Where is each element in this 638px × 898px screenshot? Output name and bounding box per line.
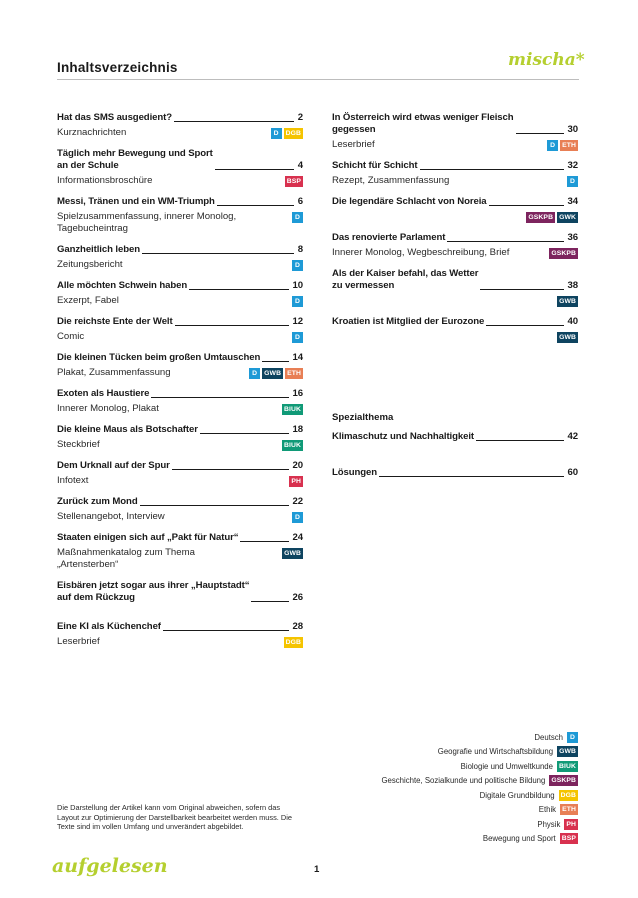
- subject-tags: [282, 547, 303, 559]
- entry-title-line: Lösungen: [332, 467, 378, 478]
- entry-title: [332, 232, 445, 244]
- entry-title-line: auf dem Rückzug: [57, 592, 135, 603]
- leader-line: [516, 133, 564, 134]
- entry-text-type-line: Plakat, Zusammenfassung: [57, 367, 171, 378]
- entry-page-number: 42: [567, 431, 578, 442]
- toc-entry[interactable]: [332, 431, 578, 443]
- entry-title-line: Schicht für Schicht: [332, 160, 418, 171]
- entry-title: [57, 388, 149, 400]
- subject-tag-d: D: [567, 732, 578, 743]
- entry-text-types: [57, 367, 171, 379]
- legend-label: Geschichte, Sozialkunde und politische Bildung: [381, 776, 546, 786]
- entry-title: [57, 316, 173, 328]
- toc-right-column: [332, 112, 578, 503]
- entry-text-type-line: Comic: [57, 331, 85, 342]
- leader-line: [251, 601, 288, 602]
- subject-tags: [292, 331, 303, 343]
- entry-title-line: Täglich mehr Bewegung und Sport: [57, 148, 213, 159]
- entry-page-number: 32: [567, 160, 578, 171]
- entry-page-number: 16: [292, 388, 303, 399]
- entry-title: [332, 467, 377, 479]
- toc-entry[interactable]: [57, 496, 303, 523]
- legend-item: [330, 803, 578, 818]
- leader-line: [142, 253, 294, 254]
- entry-text-types: [57, 439, 100, 451]
- leader-line: [163, 630, 289, 631]
- subject-tags: [549, 247, 578, 259]
- leader-line: [215, 169, 294, 170]
- leader-line: [200, 433, 289, 434]
- subject-tags: [567, 175, 578, 187]
- subject-tag-gwk: GWK: [559, 214, 576, 221]
- entry-title-line: Messi, Tränen und ein WM-Triumph: [57, 196, 215, 207]
- page-title: Inhaltsverzeichnis: [57, 60, 178, 75]
- subject-tags: [271, 127, 303, 139]
- entry-title: [57, 424, 198, 436]
- subject-tag-d: D: [249, 368, 260, 379]
- leader-line: [217, 205, 294, 206]
- entry-text-type-line: Infotext: [57, 475, 89, 486]
- leader-line: [240, 541, 288, 542]
- entry-text-types: [332, 175, 449, 187]
- subject-tag-gskpb: GSKPB: [551, 777, 576, 785]
- entry-text-type-line: Informationsbroschüre: [57, 175, 153, 186]
- leader-line: [420, 169, 564, 170]
- entry-title: [57, 112, 172, 124]
- entry-title: [332, 316, 484, 328]
- entry-text-types: [332, 139, 375, 151]
- subject-tag-gskpb: GSKPB: [551, 250, 576, 257]
- entry-page-number: 30: [567, 124, 578, 135]
- entry-spacer: [57, 613, 303, 621]
- toc-entry[interactable]: [57, 112, 303, 139]
- entry-title-line: gegessen: [332, 124, 376, 135]
- entry-text-types: [57, 127, 126, 139]
- subject-tags: [557, 295, 578, 307]
- subject-tags: [284, 636, 303, 648]
- entry-page-number: 2: [297, 112, 303, 123]
- entry-title: [57, 244, 140, 256]
- entry-title-line: Das renovierte Parlament: [332, 232, 446, 243]
- entry-text-type-line: Leserbrief: [57, 636, 100, 647]
- toc-entry[interactable]: [57, 280, 303, 307]
- toc-entry[interactable]: [332, 268, 578, 307]
- toc-entry[interactable]: [57, 388, 303, 415]
- subject-tag-ph: PH: [566, 820, 576, 828]
- entry-text-types: [57, 331, 84, 343]
- entry-page-number: 8: [297, 244, 303, 255]
- leader-line: [174, 121, 294, 122]
- entry-text-type-line: „Artensterben“: [57, 559, 119, 570]
- entry-text-types: [57, 547, 195, 571]
- subject-tags: [282, 403, 303, 415]
- subject-tag-eth: ETH: [562, 142, 576, 149]
- toc-entry[interactable]: [57, 244, 303, 271]
- entry-page-number: 22: [292, 496, 303, 507]
- legend-item: [330, 832, 578, 847]
- entry-title-line: Ganzheitlich leben: [57, 244, 140, 255]
- entry-text-types: [57, 636, 100, 648]
- subject-tag-gwb: GWB: [559, 298, 576, 305]
- leader-line: [486, 325, 563, 326]
- footer-disclaimer: Die Darstellung der Artikel kann vom Original abweichen, sofern das Layout zur Optimierung der Darstellbarkeit bearbeitet werden muss. Die Texte sind im vollen Umfang und unverändert abgebildet.: [57, 803, 292, 832]
- leader-line: [447, 241, 563, 242]
- leader-line: [140, 505, 289, 506]
- subject-tag-bsp: BSP: [561, 835, 576, 843]
- entry-title: [57, 532, 238, 544]
- entry-page-number: 34: [567, 196, 578, 207]
- legend-label: Geografie und Wirtschaftsbildung: [437, 747, 554, 757]
- entry-title-line: an der Schule: [57, 160, 119, 171]
- entry-text-type-line: Tagebucheintrag: [57, 223, 128, 234]
- entry-title-line: Die reichste Ente der Welt: [57, 316, 173, 327]
- toc-entry[interactable]: [332, 316, 578, 343]
- toc-entry[interactable]: [57, 621, 303, 648]
- entry-title: [57, 460, 170, 472]
- legend-item: [330, 730, 578, 745]
- entry-title: [332, 268, 478, 292]
- entry-title: [332, 431, 474, 443]
- page-number: 1: [314, 864, 320, 875]
- toc-entry[interactable]: [57, 196, 303, 235]
- entry-page-number: 14: [292, 352, 303, 363]
- leader-line: [175, 325, 289, 326]
- subject-tag-eth: ETH: [287, 370, 301, 377]
- subject-tag-gwb: GWB: [559, 748, 576, 756]
- subject-tags: [292, 259, 303, 271]
- subject-tag-d: D: [547, 140, 558, 151]
- entry-text-type-line: Exzerpt, Fabel: [57, 295, 119, 306]
- subject-tag-gwb: GWB: [284, 550, 301, 557]
- entry-page-number: 40: [567, 316, 578, 327]
- column-spacer: [332, 352, 578, 412]
- entry-title-line: Eisbären jetzt sogar aus ihrer „Hauptstadt“: [57, 580, 250, 591]
- subject-tags: [289, 475, 303, 487]
- special-topic-heading: Spezialthema: [332, 412, 394, 423]
- toc-entry[interactable]: [332, 160, 578, 187]
- entry-title-line: Dem Urknall auf der Spur: [57, 460, 170, 471]
- subject-tag-ph: PH: [291, 478, 301, 485]
- entry-text-type-line: Innerer Monolog, Wegbeschreibung, Brief: [332, 247, 510, 258]
- toc-entry[interactable]: [332, 196, 578, 223]
- entry-title-line: Eine KI als Küchenchef: [57, 621, 161, 632]
- subject-tag-biuk: BIUK: [283, 442, 301, 449]
- entry-page-number: 12: [292, 316, 303, 327]
- entry-page-number: 24: [292, 532, 303, 543]
- entry-page-number: 38: [567, 280, 578, 291]
- entry-title: [57, 148, 213, 172]
- legend-label: Biologie und Umweltkunde: [460, 761, 553, 771]
- leader-line: [489, 205, 564, 206]
- subject-tag-dgb: DGB: [285, 130, 301, 137]
- subject-tag-biuk: BIUK: [558, 762, 576, 770]
- entry-title-line: Die kleine Maus als Botschafter: [57, 424, 198, 435]
- legend-item: [330, 817, 578, 832]
- legend-label: Bewegung und Sport: [482, 834, 556, 844]
- subject-tag-d: D: [292, 332, 303, 343]
- subject-tags: [285, 175, 303, 187]
- entry-text-type-line: Maßnahmenkatalog zum Thema: [57, 547, 195, 558]
- toc-entry[interactable]: [57, 532, 303, 571]
- entry-text-types: [57, 475, 88, 487]
- subject-tags: [526, 211, 578, 223]
- entry-text-type-line: Steckbrief: [57, 439, 100, 450]
- legend-item: [330, 788, 578, 803]
- entry-title: [57, 196, 215, 208]
- entry-text-types: [57, 211, 236, 235]
- legend-item: [330, 759, 578, 774]
- toc-entry[interactable]: [332, 467, 578, 479]
- entry-title: [332, 112, 514, 136]
- leader-line: [262, 361, 288, 362]
- entry-page-number: 20: [292, 460, 303, 471]
- legend-label: Ethik: [538, 805, 557, 815]
- toc-right-entries: [332, 112, 578, 343]
- legend-label: Deutsch: [534, 732, 563, 742]
- entry-page-number: 28: [292, 621, 303, 632]
- subject-tag-dgb: DGB: [285, 639, 301, 646]
- entry-page-number: 6: [297, 196, 303, 207]
- subject-tag-d: D: [292, 512, 303, 523]
- toc-entry[interactable]: [332, 112, 578, 151]
- subject-tag-d: D: [292, 260, 303, 271]
- subject-tag-gwb: GWB: [559, 334, 576, 341]
- subject-tag-d: D: [271, 128, 282, 139]
- leader-line: [172, 469, 289, 470]
- subject-tag-bsp: BSP: [286, 178, 301, 185]
- subject-tags: [249, 367, 303, 379]
- subject-tags: [547, 139, 578, 151]
- subject-tag-gskpb: GSKPB: [528, 214, 554, 221]
- special-topic-entries: [332, 431, 578, 479]
- entry-title-line: Die kleinen Tücken beim großen Umtauschen: [57, 352, 261, 363]
- leader-line: [476, 440, 564, 441]
- legend-item: [330, 774, 578, 789]
- entry-text-type-line: Innerer Monolog, Plakat: [57, 403, 159, 414]
- legend-label: Digitale Grundbildung: [479, 790, 555, 800]
- entry-text-types: [332, 247, 509, 259]
- entry-title-line: Hat das SMS ausgedient?: [57, 112, 172, 123]
- entry-title-line: zu vermessen: [332, 280, 395, 291]
- subject-tags: [292, 511, 303, 523]
- header-divider: [57, 79, 579, 80]
- toc-left-column: [57, 112, 303, 657]
- entry-title: [57, 280, 187, 292]
- subject-tag-dgb: DGB: [560, 791, 576, 799]
- mischa-logo: mischa*: [508, 50, 585, 70]
- toc-entry[interactable]: [57, 460, 303, 487]
- aufgelesen-logo: aufgelesen: [52, 855, 168, 877]
- entry-page-number: 26: [292, 592, 303, 603]
- subject-tag-eth: ETH: [562, 806, 576, 814]
- subject-legend: [330, 730, 578, 846]
- entry-text-type-line: Rezept, Zusammenfassung: [332, 175, 450, 186]
- toc-entry[interactable]: [57, 352, 303, 379]
- entry-title-line: Staaten einigen sich auf „Pakt für Natur“: [57, 532, 239, 543]
- entry-text-types: [57, 175, 152, 187]
- entry-page-number: 18: [292, 424, 303, 435]
- entry-title-line: Die legendäre Schlacht von Noreia: [332, 196, 487, 207]
- entry-page-number: 4: [297, 160, 303, 171]
- leader-line: [480, 289, 563, 290]
- entry-text-type-line: Spielzusammenfassung, innerer Monolog,: [57, 211, 237, 222]
- legend-label: Physik: [537, 819, 561, 829]
- subject-tags: [292, 295, 303, 307]
- subject-tag-gwb: GWB: [264, 370, 282, 377]
- entry-title-line: Exoten als Haustiere: [57, 388, 150, 399]
- subject-tag-d: D: [292, 296, 303, 307]
- entry-page-number: 60: [567, 467, 578, 478]
- entry-title: [57, 496, 138, 508]
- leader-line: [379, 476, 563, 477]
- leader-line: [189, 289, 288, 290]
- entry-title: [332, 196, 487, 208]
- entry-title: [57, 352, 260, 364]
- subject-tag-biuk: BIUK: [283, 406, 301, 413]
- entry-title-line: Zurück zum Mond: [57, 496, 138, 507]
- entry-text-type-line: Stellenangebot, Interview: [57, 511, 165, 522]
- subject-tags: [292, 211, 303, 223]
- entry-title-line: Als der Kaiser befahl, das Wetter: [332, 268, 479, 279]
- entry-title: [332, 160, 418, 172]
- entry-page-number: 36: [567, 232, 578, 243]
- entry-title: [57, 580, 249, 604]
- entry-text-types: [57, 295, 119, 307]
- subject-tags: [282, 439, 303, 451]
- entry-title-line: Klimaschutz und Nachhaltigkeit: [332, 431, 474, 442]
- entry-title-line: Alle möchten Schwein haben: [57, 280, 188, 291]
- legend-item: [330, 745, 578, 760]
- leader-line: [151, 397, 288, 398]
- entry-text-types: [57, 259, 123, 271]
- entry-text-type-line: Kurznachrichten: [57, 127, 127, 138]
- entry-title: [57, 621, 161, 633]
- toc-entry[interactable]: [57, 148, 303, 187]
- toc-entry[interactable]: [57, 316, 303, 343]
- toc-entry[interactable]: [57, 424, 303, 451]
- entry-page-number: 10: [292, 280, 303, 291]
- entry-text-types: [57, 511, 165, 523]
- subject-tags: [557, 331, 578, 343]
- toc-entry[interactable]: [57, 580, 303, 604]
- toc-entry[interactable]: [332, 232, 578, 259]
- entry-text-type-line: Zeitungsbericht: [57, 259, 123, 270]
- entry-text-types: [57, 403, 159, 415]
- entry-text-type-line: Leserbrief: [332, 139, 375, 150]
- subject-tag-d: D: [292, 212, 303, 223]
- subject-tag-d: D: [567, 176, 578, 187]
- entry-title-line: Kroatien ist Mitglied der Eurozone: [332, 316, 485, 327]
- entry-title-line: In Österreich wird etwas weniger Fleisch: [332, 112, 514, 123]
